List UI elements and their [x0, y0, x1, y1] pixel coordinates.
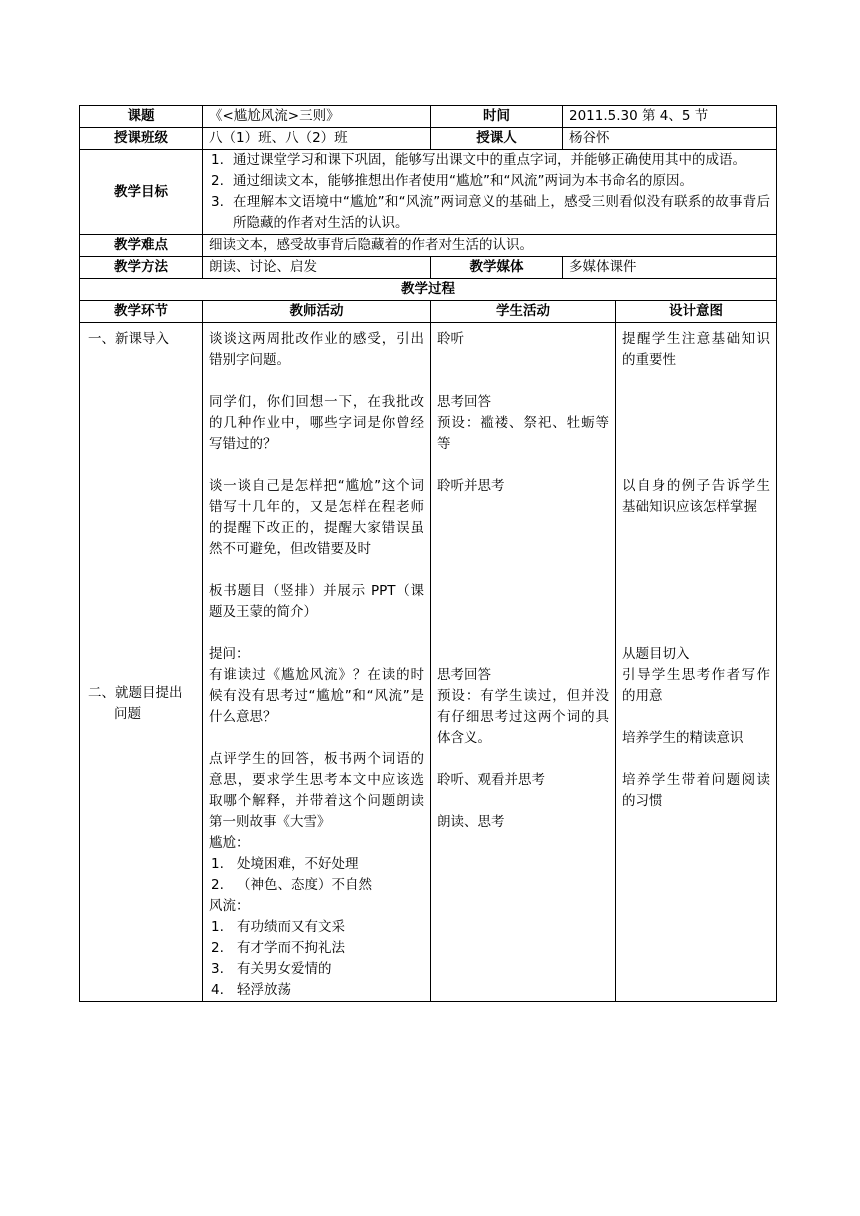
media-value: 多媒体课件	[563, 257, 777, 279]
teacher-text: 提问：	[209, 646, 250, 662]
stage2-label-cont: 问题	[114, 706, 141, 722]
stage2-label: 二、就题目提出	[88, 685, 183, 701]
intent-text: 培养学生带着问题阅读的习惯	[622, 772, 771, 809]
student-text: 思考回答	[437, 667, 491, 683]
row-class	[80, 128, 777, 150]
item-text: 处境困难，不好处理	[237, 856, 359, 872]
item-number: 2.	[211, 877, 224, 893]
teacher-text: 点评学生的回答，板书两个词语的意思，要求学生思考本文中应该选取哪个解释，并带着这个问题朗读第一则故事《大雪》	[209, 751, 424, 830]
teacher-activity-cell	[203, 323, 431, 1002]
gangga-item	[209, 854, 424, 875]
fengliu-label: 风流：	[209, 898, 250, 914]
method-value: 朗读、讨论、启发	[203, 257, 431, 279]
lesson-plan-table	[79, 105, 777, 1002]
item-number: 4.	[211, 982, 224, 998]
goal-text: 在理解本文语境中“尴尬”和“风流”两词意义的基础上，感受三则看似没有联系的故事背后所隐藏的作者对生活的认识。	[233, 194, 771, 231]
teacher-label: 授课人	[431, 128, 563, 150]
row-title	[80, 106, 777, 128]
goals-label: 教学目标	[80, 150, 203, 235]
gangga-item	[209, 875, 424, 896]
goal-text: 通过课堂学习和课下巩固，能够写出课文中的重点字词，并能够正确使用其中的成语。	[233, 152, 746, 168]
goal-item	[209, 150, 770, 171]
time-value: 2011.5.30 第 4、5 节	[563, 106, 777, 128]
intent-text: 引导学生思考作者写作的用意	[622, 667, 771, 704]
goal-number: 2.	[211, 173, 224, 189]
col-intent-header: 设计意图	[616, 301, 777, 323]
class-label: 授课班级	[80, 128, 203, 150]
teacher-text: 有谁读过《尴尬风流》？在读的时候有没有思考过“尴尬”和“风流”是什么意思？	[209, 667, 424, 725]
item-text: 有功绩而又有文采	[237, 919, 345, 935]
item-text: （神色、态度）不自然	[237, 877, 372, 893]
intent-cell	[616, 323, 777, 1002]
fengliu-item	[209, 917, 424, 938]
student-text: 朗读、思考	[437, 814, 505, 830]
teacher-value: 杨谷怀	[563, 128, 777, 150]
col-stage-header: 教学环节	[80, 301, 203, 323]
student-text: 预设：褴褛、祭祀、牡蛎等等	[437, 415, 609, 452]
student-text: 聆听	[437, 331, 464, 347]
student-text: 聆听、观看并思考	[437, 772, 545, 788]
item-text: 有关男女爱情的	[237, 961, 332, 977]
row-method	[80, 257, 777, 279]
goals-cell	[203, 150, 777, 235]
goal-text: 通过细读文本，能够推想出作者使用“尴尬”和“风流”两词为本书命名的原因。	[233, 173, 693, 189]
row-process-body	[80, 323, 777, 1002]
gangga-label: 尴尬：	[209, 835, 250, 851]
teacher-text: 板书题目（竖排）并展示 PPT（课题及王蒙的简介）	[209, 583, 424, 620]
class-value: 八（1）班、八（2）班	[203, 128, 431, 150]
student-text: 预设：有学生读过，但并没有仔细思考过这两个词的具体含义。	[437, 688, 609, 746]
item-number: 1.	[211, 919, 224, 935]
intent-text: 培养学生的精读意识	[622, 730, 744, 746]
row-goals	[80, 150, 777, 235]
teacher-text: 谈谈这两周批改作业的感受，引出错别字问题。	[209, 331, 424, 368]
item-number: 1.	[211, 856, 224, 872]
row-difficulty	[80, 235, 777, 257]
fengliu-item	[209, 980, 424, 1001]
fengliu-item	[209, 938, 424, 959]
fengliu-item	[209, 959, 424, 980]
item-number: 2.	[211, 940, 224, 956]
process-title: 教学过程	[80, 279, 777, 301]
intent-text: 以自身的例子告诉学生基础知识应该怎样掌握	[622, 478, 771, 515]
col-teacher-header: 教师活动	[203, 301, 431, 323]
media-label: 教学媒体	[431, 257, 563, 279]
goal-item	[209, 171, 770, 192]
student-text: 聆听并思考	[437, 478, 505, 494]
row-process-title	[80, 279, 777, 301]
goals-list	[209, 150, 770, 234]
item-text: 轻浮放荡	[237, 982, 291, 998]
goal-number: 1.	[211, 152, 224, 168]
difficulty-label: 教学难点	[80, 235, 203, 257]
col-student-header: 学生活动	[431, 301, 616, 323]
teacher-text: 同学们，你们回想一下，在我批改的几种作业中，哪些字词是你曾经写错过的？	[209, 394, 424, 452]
item-text: 有才学而不拘礼法	[237, 940, 345, 956]
intent-text: 提醒学生注意基础知识的重要性	[622, 331, 771, 368]
intent-text: 从题目切入	[622, 646, 690, 662]
student-text: 思考回答	[437, 394, 491, 410]
stage-cell	[80, 323, 203, 1002]
method-label: 教学方法	[80, 257, 203, 279]
item-number: 3.	[211, 961, 224, 977]
student-activity-cell	[431, 323, 616, 1002]
teacher-text: 谈一谈自己是怎样把“尴尬”这个词错写十几年的，又是怎样在程老师的提醒下改正的，提醒大家错误虽然不可避免，但改错要及时	[209, 478, 424, 557]
title-label: 课题	[80, 106, 203, 128]
goal-item	[209, 192, 770, 234]
goal-number: 3.	[211, 194, 224, 210]
stage1-label: 一、新课导入	[88, 331, 169, 347]
time-label: 时间	[431, 106, 563, 128]
title-value: 《<尴尬风流>三则》	[203, 106, 431, 128]
difficulty-value: 细读文本，感受故事背后隐藏着的作者对生活的认识。	[203, 235, 777, 257]
row-process-headers	[80, 301, 777, 323]
